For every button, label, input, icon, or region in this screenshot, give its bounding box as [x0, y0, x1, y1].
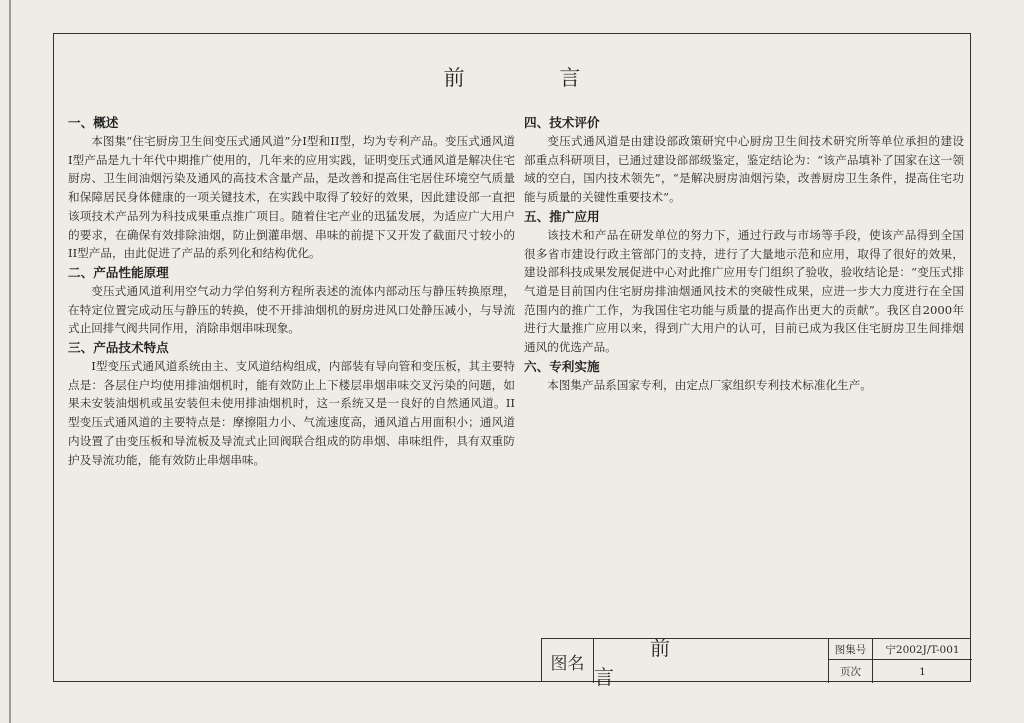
- atlas-number-key: 图集号: [829, 639, 873, 660]
- section-paragraph: 本图集产品系国家专利，由定点厂家组织专利技术标准化生产。: [547, 377, 872, 392]
- section-paragraph: 变压式通风道利用空气动力学伯努利方程所表述的流体内部动压与静压转换原理，在特定位置完成动压与静压的转换，使不开排油烟机的厨房进风口处静压减小，与导流式止回排气阀共同作用，消除串烟串味现象。: [68, 283, 515, 336]
- page-number-value: 1: [919, 665, 926, 678]
- section-paragraph: 该技术和产品在研发单位的努力下，通过行政与市场等手段，使该产品得到全国很多省市建设行政主管部门的支持，进行了大量地示范和应用，取得了很好的效果，建设部科技成果发展促进中心对此推广应用专门组织了验收，验收结论是：“变压式排气道是目前国内住宅厨房排油烟通风技术的突破性成果，应进一步大力度进行在全国范围内的推广工作，为我国住宅功能与质量的提高作出更大的贡献”。我区自2000年进行大量推广应用以来，得到广大用户的认可，目前已成为我区住宅厨房卫生间排烟通风的优选产品。: [524, 227, 964, 355]
- section-heading: 三、产品技术特点: [68, 340, 169, 356]
- title-block-label: 图名: [542, 639, 594, 683]
- title-block: [541, 636, 971, 689]
- atlas-number-value: 宁2002J/T-001: [873, 639, 972, 660]
- left-column: [68, 113, 515, 469]
- right-column: [524, 113, 964, 394]
- page-number-key: 页次: [829, 660, 873, 683]
- page-title: 前 言: [443, 66, 625, 90]
- section-heading: 二、产品性能原理: [68, 264, 169, 280]
- section-paragraph: 变压式通风道是由建设部政策研究中心厨房卫生间技术研究所等单位承担的建设部重点科研项目，已通过建设部部级鉴定，鉴定结论为：“该产品填补了国家在这一领域的空白，国内技术领先”，“是解决厨房油烟污染，改善厨房卫生条件，提高住宅功能与质量的关键性重要技术”。: [524, 134, 964, 205]
- section-heading: 六、专利实施: [524, 358, 600, 374]
- section-paragraph: I型变压式通风道系统由主、支风道结构组成，内部装有导向管和变压板，其主要特点是：各层住户均使用排油烟机时，能有效防止上下楼层串烟串味交叉污染的问题，如果未安装油烟机或虽安装但未使用排油烟机时，这一系统又是一良好的自然通风道。II型变压式通风道的主要特点是：摩擦阻力小、气流速度高，通风道占用面积小；通风道内设置了由变压板和导流板及导流式止回阀联合组成的防串烟、串味组件，具有双重防护及导流功能，能有效防止串烟串味。: [68, 359, 515, 467]
- section-heading: 四、技术评价: [524, 115, 600, 130]
- section-paragraph: 本图集“住宅厨房卫生间变压式通风道”分I型和II型，均为专利产品。变压式通风道I型产品是九十年代中期推广使用的，几年来的应用实践，证明变压式通风道是解决住宅厨房、卫生间油烟污染及通风的高技术含量产品，是改善和提高住宅居住环境空气质量和保障居民身体健康的一项关键技术，在实践中取得了较好的效果，因此建设部一直把该项技术产品列为科技成果重点推广项目。随着住宅产业的迅猛发展，为适应广大用户的要求，在确保有效排除油烟，防止倒灌串烟、串味的前提下又开发了截面尺寸较小的II型产品，由此促进了产品的系列化和结构优化。: [68, 134, 515, 261]
- section-heading: 一、概述: [68, 115, 119, 130]
- title-block-name: 前 言: [594, 639, 829, 683]
- page-edge-rule: [9, 0, 11, 723]
- section-heading: 五、推广应用: [524, 208, 600, 224]
